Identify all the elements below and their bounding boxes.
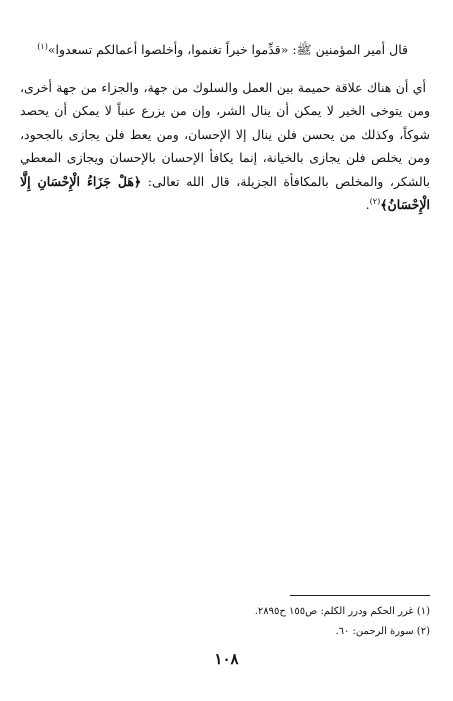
hadith-paragraph — [20, 38, 430, 62]
footnote-ref-1: (١) — [37, 41, 48, 51]
commentary-text: أي أن هناك علاقة حميمة بين العمل والسلوك من جهة، والجزاء من جهة أخرى، ومن يتوخى الخير لا يمكن أن ينال الشر، وإن من يزرع عنباً لا يمكن أن يحصد شوكاً، وكذلك من يحسن فلن ينال إلا الإحسان، ومن يعط فلن يجازى بالجحود، ومن يخلص فلن يجازى بالخيانة، إنما يكافأ الإحسان بالإحسان ويجازى المعطي بالشكر، والمخلص بالمكافأة الجزيلة، قال الله تعالى: — [20, 79, 430, 189]
footnote-1: (١) غرر الحكم ودرر الكلم: ص١٥٥ ح٢٨٩٥. — [254, 606, 430, 617]
footnote-2: (٢) سورة الرحمن: ٦٠. — [335, 626, 430, 637]
main-text — [20, 38, 430, 217]
commentary-paragraph — [20, 76, 430, 217]
page-number: ١٠٨ — [214, 650, 239, 668]
footnote-divider — [290, 595, 430, 596]
commentary-end: . — [365, 197, 370, 212]
footnote-ref-2: (٢) — [369, 196, 381, 206]
footnotes — [120, 602, 430, 642]
quran-quote: ﴿هَلْ جَزَاءُ الْإِحْسَانِ إِلَّا الْإِحْسَانُ﴾ — [20, 173, 430, 212]
hadith-text: قال أمير المؤمنين ﷺ: «قدِّموا خيراً تغنموا، وأخلصوا أعمالكم تسعدوا» — [47, 42, 408, 57]
